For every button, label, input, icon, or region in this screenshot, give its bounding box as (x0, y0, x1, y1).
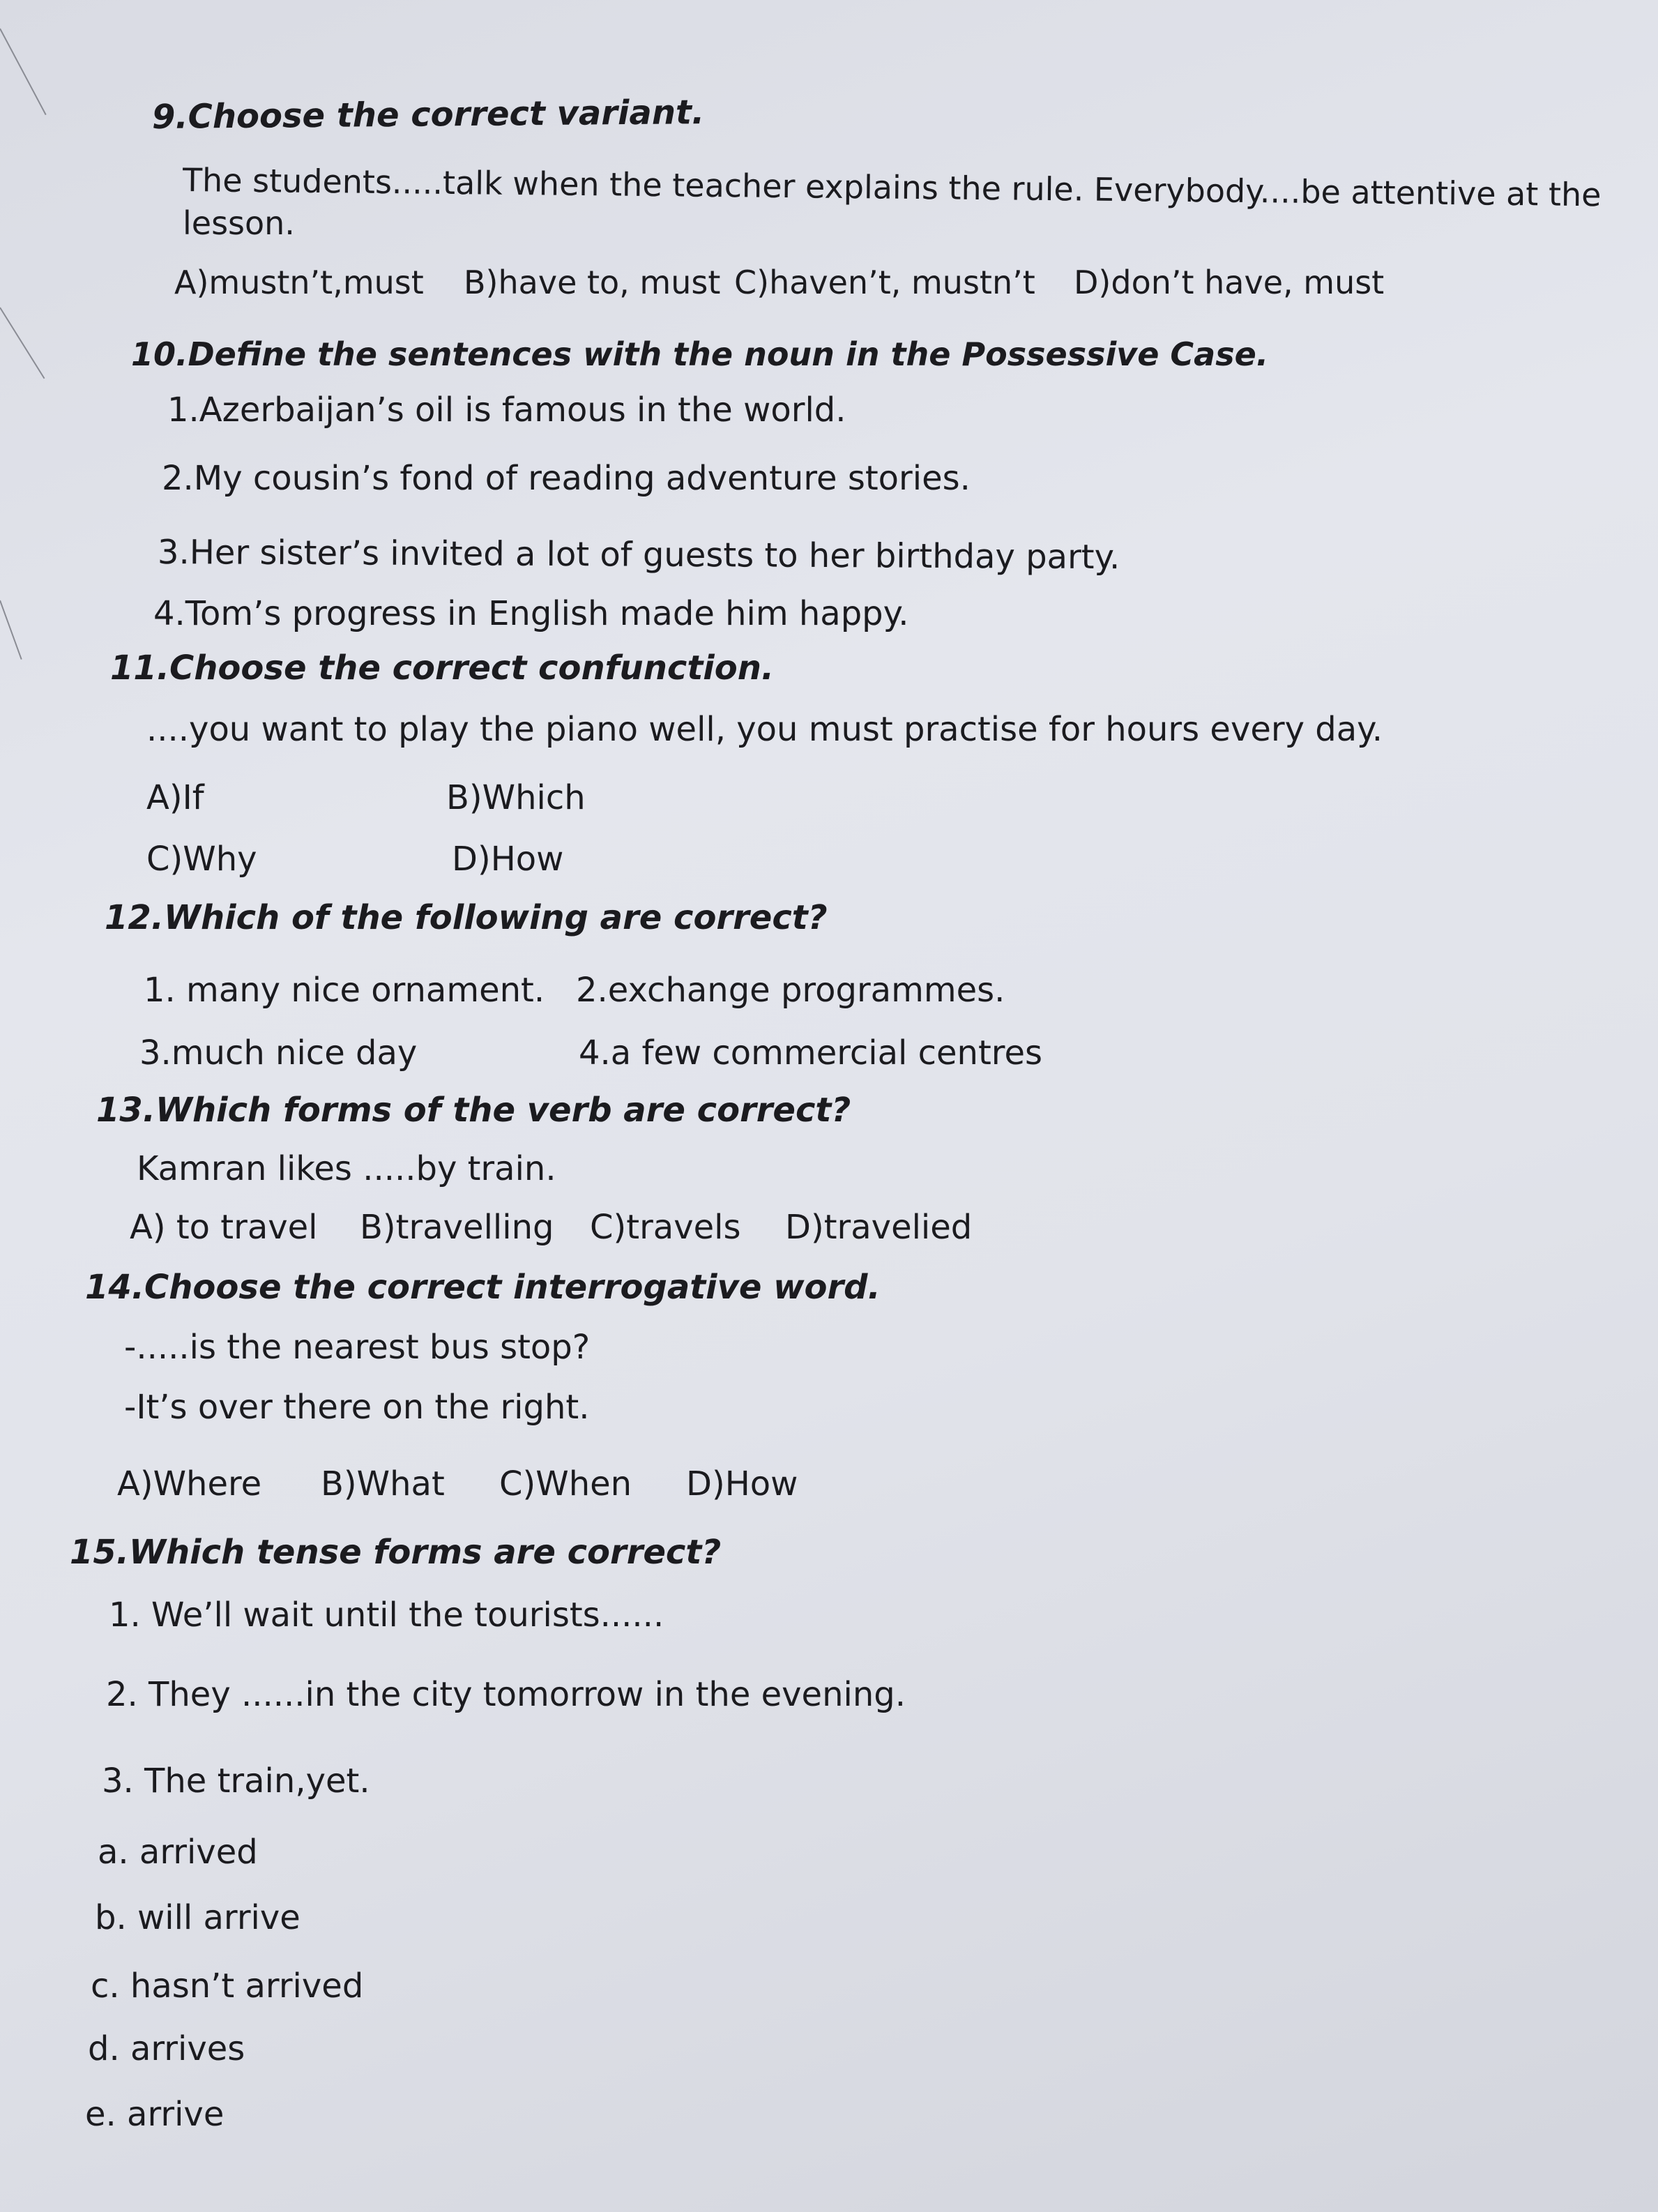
q15-answer-e[interactable]: e. arrive (85, 2095, 225, 2134)
q11-option-b[interactable]: B)Which (446, 778, 586, 817)
q15-item-3: 3. The train,yet. (102, 1762, 370, 1801)
q15-item-1: 1. We’ll wait until the tourists...... (109, 1596, 664, 1635)
q9-text-line2: lesson. (183, 204, 295, 242)
q10-heading: 10.Define the sentences with the noun in the Possessive Case. (131, 335, 1269, 373)
q13-heading: 13.Which forms of the verb are correct? (96, 1091, 851, 1130)
q9-option-c[interactable]: C)haven’t, mustn’t (734, 264, 1035, 301)
q12-heading: 12.Which of the following are correct? (105, 898, 828, 937)
q13-option-d[interactable]: D)travelied (785, 1208, 973, 1247)
q13-text: Kamran likes .....by train. (137, 1149, 556, 1188)
q15-heading: 15.Which tense forms are correct? (70, 1533, 722, 1572)
q14-dialog-line2: -It’s over there on the right. (124, 1388, 590, 1427)
q11-text: ....you want to play the piano well, you must practise for hours every day. (146, 710, 1383, 749)
q10-item-3: 3.Her sister’s invited a lot of guests to her birthday party. (157, 533, 1120, 577)
q14-option-c[interactable]: C)When (499, 1464, 632, 1503)
q10-item-1: 1.Azerbaijan’s oil is famous in the world. (167, 391, 846, 430)
q14-option-d[interactable]: D)How (686, 1464, 798, 1503)
q11-option-c[interactable]: C)Why (146, 840, 257, 879)
q15-answer-a[interactable]: a. arrived (98, 1833, 258, 1872)
q12-item-2: 2.exchange programmes. (576, 971, 1005, 1010)
q11-heading: 11.Choose the correct confunction. (110, 649, 775, 688)
q12-item-1: 1. many nice ornament. (144, 971, 545, 1010)
q9-option-b[interactable]: B)have to, must (464, 264, 721, 301)
q12-item-3: 3.much nice day (139, 1033, 418, 1073)
q14-dialog-line1: -.....is the nearest bus stop? (124, 1328, 591, 1367)
q15-answer-d[interactable]: d. arrives (88, 2029, 245, 2068)
q14-option-b[interactable]: B)What (321, 1464, 445, 1503)
q10-item-2: 2.My cousin’s fond of reading adventure stories. (162, 459, 971, 498)
q9-option-a[interactable]: A)mustn’t,must (174, 264, 424, 301)
q11-option-a[interactable]: A)If (146, 778, 204, 817)
q13-option-b[interactable]: B)travelling (360, 1208, 554, 1247)
fold-line (0, 600, 22, 660)
q14-heading: 14.Choose the correct interrogative word. (85, 1268, 881, 1307)
q12-item-4: 4.a few commercial centres (579, 1033, 1043, 1073)
fold-line (0, 29, 47, 116)
q9-text-line1: The students.....talk when the teacher explains the rule. Everybody....be attentive at the (182, 161, 1602, 214)
q9-heading: 9.Choose the correct variant. (151, 93, 705, 137)
q10-item-4: 4.Tom’s progress in English made him happy. (153, 594, 909, 633)
q13-option-a[interactable]: A) to travel (130, 1208, 318, 1247)
q9-option-d[interactable]: D)don’t have, must (1074, 264, 1385, 301)
q15-answer-b[interactable]: b. will arrive (95, 1898, 301, 1937)
fold-line (0, 307, 45, 379)
q13-option-c[interactable]: C)travels (590, 1208, 741, 1247)
q11-option-d[interactable]: D)How (452, 840, 564, 879)
q15-answer-c[interactable]: c. hasn’t arrived (91, 1967, 364, 2006)
q14-option-a[interactable]: A)Where (117, 1464, 262, 1503)
q15-item-2: 2. They ......in the city tomorrow in the evening. (106, 1675, 906, 1714)
